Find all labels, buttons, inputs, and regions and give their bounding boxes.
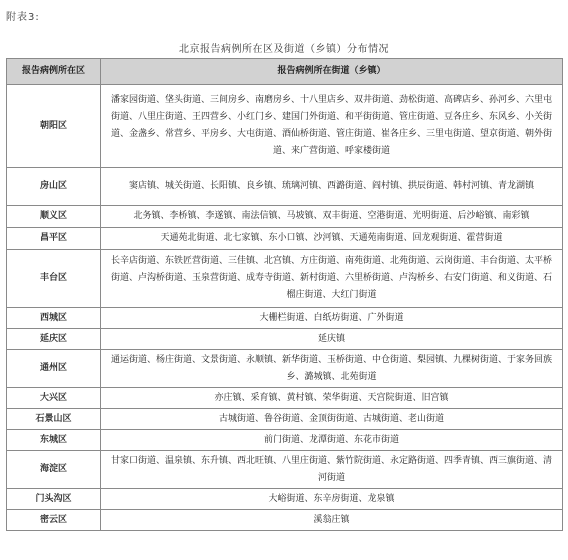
district-cell: 海淀区 xyxy=(7,451,101,489)
streets-cell: 亦庄镇、采育镇、黄村镇、荣华街道、天宫院街道、旧宫镇 xyxy=(101,388,563,409)
streets-cell: 潘家园街道、垡头街道、三间房乡、南磨房乡、十八里店乡、双井街道、劲松街道、高碑店乡、孙河乡、六里屯街道、八里庄街道、王四营乡、小红门乡、建国门外街道、和平街街道、管庄街道、豆各庄乡、东风乡、小关街道、金盏乡、常营乡、平房乡、大屯街道、酒仙桥街道、管庄街道、崔各庄乡、三里屯街道、望京街道、朝外街道、来广营街道、呼家楼街道 xyxy=(101,85,563,168)
streets-cell: 古城街道、鲁谷街道、金顶街街道、古城街道、老山街道 xyxy=(101,409,563,430)
table-header-row xyxy=(7,59,563,85)
district-cell: 顺义区 xyxy=(7,206,101,228)
streets-cell: 长辛店街道、东铁匠营街道、三佳镇、北宫镇、方庄街道、南苑街道、北苑街道、云岗街道、丰台街道、太平桥街道、卢沟桥街道、玉泉营街道、成寿寺街道、新村街道、六里桥街道、卢沟桥乡、右安门街道、和义街道、石榴庄街道、大红门街道 xyxy=(101,250,563,308)
district-cell: 大兴区 xyxy=(7,388,101,409)
district-cell: 延庆区 xyxy=(7,329,101,350)
table-row xyxy=(7,451,563,489)
table-row xyxy=(7,168,563,206)
district-cell: 东城区 xyxy=(7,430,101,451)
streets-cell: 大栅栏街道、白纸坊街道、广外街道 xyxy=(101,308,563,329)
streets-cell: 天通苑北街道、北七家镇、东小口镇、沙河镇、天通苑南街道、回龙观街道、霍营街道 xyxy=(101,228,563,250)
streets-cell: 北务镇、李桥镇、李遂镇、南法信镇、马坡镇、双丰街道、空港街道、光明街道、后沙峪镇、南彩镇 xyxy=(101,206,563,228)
district-cell: 丰台区 xyxy=(7,250,101,308)
table-row xyxy=(7,308,563,329)
streets-cell: 大峪街道、东辛房街道、龙泉镇 xyxy=(101,489,563,510)
district-cell: 房山区 xyxy=(7,168,101,206)
district-cell: 密云区 xyxy=(7,510,101,531)
header-streets: 报告病例所在街道（乡镇） xyxy=(101,59,563,85)
district-cell: 朝阳区 xyxy=(7,85,101,168)
streets-cell: 甘家口街道、温泉镇、东升镇、西北旺镇、八里庄街道、紫竹院街道、永定路街道、四季青镇、西三旗街道、清河街道 xyxy=(101,451,563,489)
table-row xyxy=(7,329,563,350)
streets-cell: 前门街道、龙潭街道、东花市街道 xyxy=(101,430,563,451)
header-district: 报告病例所在区 xyxy=(7,59,101,85)
table-row xyxy=(7,350,563,388)
district-cell: 门头沟区 xyxy=(7,489,101,510)
table-row xyxy=(7,430,563,451)
streets-cell: 延庆镇 xyxy=(101,329,563,350)
district-street-table xyxy=(6,58,563,531)
district-cell: 通州区 xyxy=(7,350,101,388)
streets-cell: 溪翁庄镇 xyxy=(101,510,563,531)
district-cell: 石景山区 xyxy=(7,409,101,430)
table-row xyxy=(7,489,563,510)
streets-cell: 通运街道、杨庄街道、文景街道、永顺镇、新华街道、玉桥街道、中仓街道、梨园镇、九棵树街道、于家务回族乡、潞城镇、北苑街道 xyxy=(101,350,563,388)
streets-cell: 窦店镇、城关街道、长阳镇、良乡镇、琉璃河镇、西潞街道、阎村镇、拱辰街道、韩村河镇、青龙湖镇 xyxy=(101,168,563,206)
table-row xyxy=(7,85,563,168)
appendix-label: 附表3: xyxy=(6,12,40,23)
table-row xyxy=(7,250,563,308)
table-row xyxy=(7,510,563,531)
table-row xyxy=(7,388,563,409)
table-row xyxy=(7,409,563,430)
district-cell: 昌平区 xyxy=(7,228,101,250)
table-row xyxy=(7,206,563,228)
district-cell: 西城区 xyxy=(7,308,101,329)
table-row xyxy=(7,228,563,250)
table-title: 北京报告病例所在区及街道（乡镇）分布情况 xyxy=(179,44,389,55)
